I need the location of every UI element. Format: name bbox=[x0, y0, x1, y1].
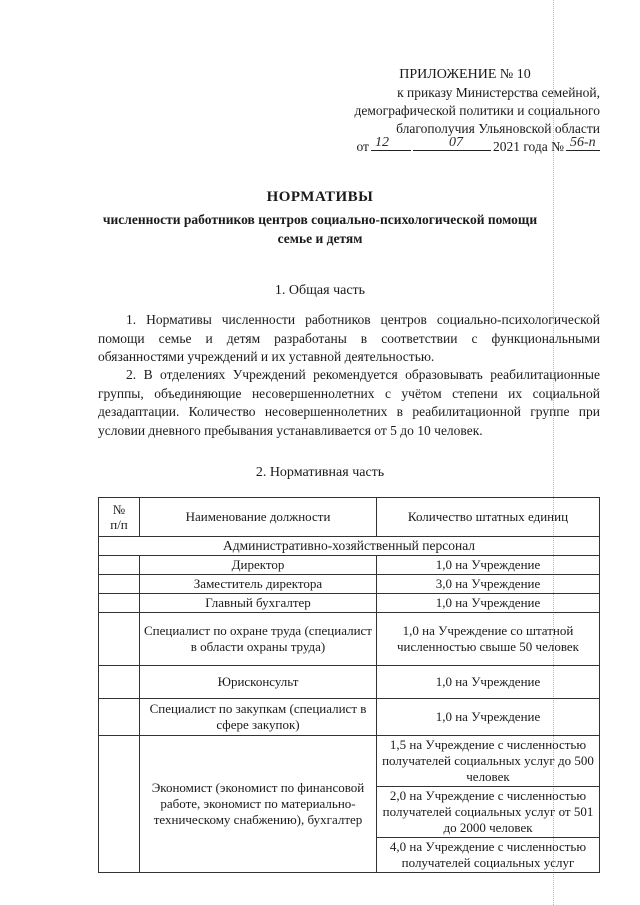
date-month-field bbox=[413, 135, 491, 151]
row-position: Специалист по охране труда (специалист в области охраны труда) bbox=[140, 613, 377, 666]
date-year-label: 2021 года № bbox=[492, 139, 564, 154]
row-count: 1,0 на Учреждение bbox=[377, 556, 600, 575]
row-position: Главный бухгалтер bbox=[140, 594, 377, 613]
date-day-field bbox=[371, 135, 411, 151]
row-count: 1,0 на Учреждение со штатной численностью свыше 50 человек bbox=[377, 613, 600, 666]
date-day-handwritten: 12 bbox=[374, 135, 389, 150]
table-row-economist bbox=[99, 736, 600, 787]
row-position: Юрисконсульт bbox=[140, 666, 377, 699]
row-num bbox=[99, 556, 140, 575]
header-count: Количество штатных единиц bbox=[377, 498, 600, 537]
table-row bbox=[99, 575, 600, 594]
header-num: № п/п bbox=[99, 498, 140, 537]
group-row-admin bbox=[99, 537, 600, 556]
order-date-line bbox=[300, 135, 600, 156]
row-position: Директор bbox=[140, 556, 377, 575]
row-count: 1,0 на Учреждение bbox=[377, 699, 600, 736]
row-count: 1,0 на Учреждение bbox=[377, 666, 600, 699]
norms-table bbox=[98, 497, 600, 873]
document-title bbox=[40, 189, 600, 248]
table-row bbox=[99, 699, 600, 736]
table-row bbox=[99, 613, 600, 666]
table-row bbox=[99, 666, 600, 699]
title-sub-1: численности работников центров социально-психологической помощи bbox=[102, 212, 538, 227]
title-main: НОРМАТИВЫ bbox=[266, 189, 374, 205]
order-number-field bbox=[566, 135, 600, 151]
row-count: 3,0 на Учреждение bbox=[377, 575, 600, 594]
section-2-heading: 2. Нормативная часть bbox=[255, 465, 385, 480]
date-prefix: от bbox=[356, 139, 369, 154]
row-num bbox=[99, 699, 140, 736]
appendix-line-1: к приказу Министерства семейной, bbox=[397, 85, 600, 100]
row-num bbox=[99, 666, 140, 699]
date-month-handwritten: 07 bbox=[448, 135, 463, 150]
row-position: Специалист по закупкам (специалист в сфере закупок) bbox=[140, 699, 377, 736]
row-num bbox=[99, 594, 140, 613]
paragraph-2: 2. В отделениях Учреждений рекомендуется образовывать реабилитационные группы, объединяющие несовершеннолетних с учётом степени их социальной дезадаптации. Количество несовершеннолетних в реабилитационной группе при условии дневного пребывания устанавливается от 5 до 10 человек. bbox=[98, 367, 600, 438]
table-row bbox=[99, 594, 600, 613]
row-count-tier-1: 1,5 на Учреждение с численностью получателей социальных услуг до 500 человек bbox=[377, 736, 600, 787]
row-count: 1,0 на Учреждение bbox=[377, 594, 600, 613]
table-header-row bbox=[99, 498, 600, 537]
appendix-header bbox=[300, 66, 600, 156]
title-sub-2: семье и детям bbox=[277, 231, 363, 246]
row-num bbox=[99, 613, 140, 666]
appendix-line-3: благополучия Ульяновской области bbox=[396, 121, 600, 136]
row-num bbox=[99, 575, 140, 594]
group-admin-label: Административно-хозяйственный персонал bbox=[99, 537, 600, 556]
row-position: Заместитель директора bbox=[140, 575, 377, 594]
table-row bbox=[99, 556, 600, 575]
section-1-heading: 1. Общая часть bbox=[274, 283, 366, 298]
appendix-line-2: демографической политики и социального bbox=[354, 103, 600, 118]
row-num bbox=[99, 736, 140, 873]
row-position: Экономист (экономист по финансовой работе, экономист по материально-техническому снабжению), бухгалтер bbox=[140, 736, 377, 873]
paragraph-1: 1. Нормативы численности работников центров социально-психологической помощи семье и детям разработаны в соответствии с функциональными обязанностями учреждений и их уставной деятельностью. bbox=[98, 312, 600, 364]
header-position: Наименование должности bbox=[140, 498, 377, 537]
row-count-tier-2: 2,0 на Учреждение с численностью получателей социальных услуг от 501 до 2000 человек bbox=[377, 787, 600, 838]
row-count-tier-3: 4,0 на Учреждение с численностью получателей социальных услуг bbox=[377, 838, 600, 873]
order-number-handwritten: 56-п bbox=[570, 135, 596, 150]
appendix-label: ПРИЛОЖЕНИЕ № 10 bbox=[399, 67, 531, 82]
